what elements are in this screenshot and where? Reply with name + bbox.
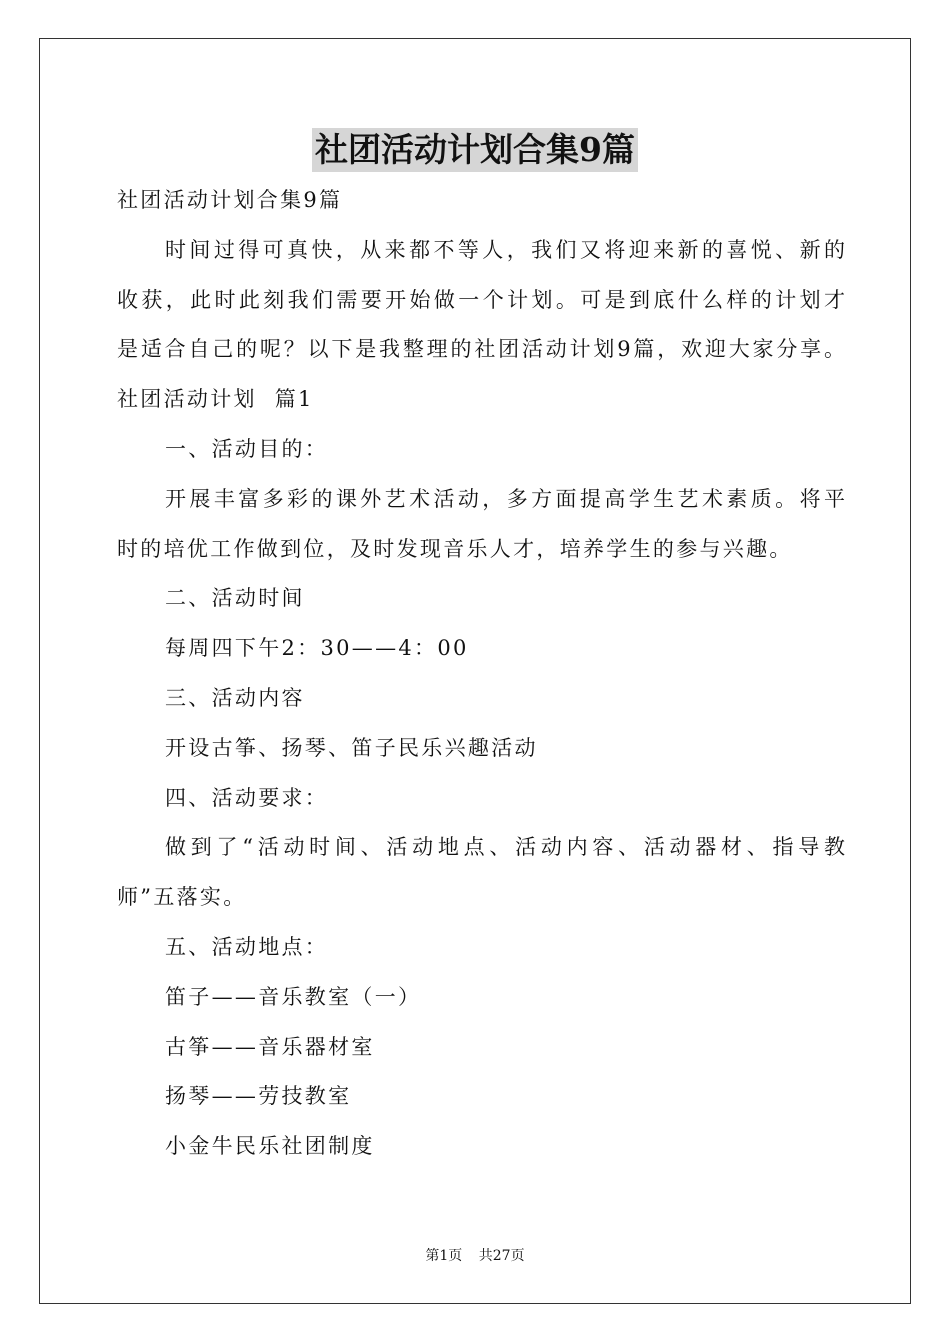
document-title-text: 社团活动计划合集9篇 — [312, 128, 638, 172]
paragraph-line: 一、活动目的： — [165, 436, 329, 461]
paragraph-line: 开展丰富多彩的课外艺术活动，多方面提高学生艺术素质。将平 — [165, 486, 845, 511]
document-title — [0, 128, 950, 178]
paragraph-line: 每周四下午2：30——4：00 — [165, 636, 469, 661]
paragraph-line: 三、活动内容 — [165, 685, 305, 710]
paragraph-line: 二、活动时间 — [165, 586, 305, 611]
section-heading: 社团活动计划 篇1 — [117, 387, 314, 412]
page-total: 共27页 — [478, 1248, 525, 1264]
paragraph-line: 是适合自己的呢？以下是我整理的社团活动计划9篇，欢迎大家分享。 — [117, 337, 845, 362]
paragraph-line: 时间过得可真快，从来都不等人，我们又将迎来新的喜悦、新的 — [165, 237, 845, 262]
paragraph-line: 古筝——音乐器材室 — [165, 1034, 375, 1059]
paragraph-line: 扬琴——劳技教室 — [165, 1084, 352, 1109]
paragraph-line: 开设古筝、扬琴、笛子民乐兴趣活动 — [165, 735, 538, 760]
paragraph-line: 时的培优工作做到位，及时发现音乐人才，培养学生的参与兴趣。 — [117, 536, 793, 561]
paragraph-line: 小金牛民乐社团制度 — [165, 1134, 375, 1159]
paragraph-line: 笛子——音乐教室（一） — [165, 984, 422, 1009]
paragraph-line: 做到了“活动时间、活动地点、活动内容、活动器材、指导教 — [165, 835, 845, 860]
subtitle-line: 社团活动计划合集9篇 — [117, 188, 343, 212]
paragraph-line: 师”五落实。 — [117, 885, 247, 910]
document-body — [117, 176, 845, 1172]
paragraph-line: 收获，此时此刻我们需要开始做一个计划。可是到底什么样的计划才 — [117, 287, 845, 312]
page-number: 第1页 — [425, 1248, 463, 1264]
paragraph-line: 四、活动要求： — [165, 785, 329, 810]
paragraph-line: 五、活动地点： — [165, 934, 329, 959]
page-footer — [0, 1245, 950, 1265]
